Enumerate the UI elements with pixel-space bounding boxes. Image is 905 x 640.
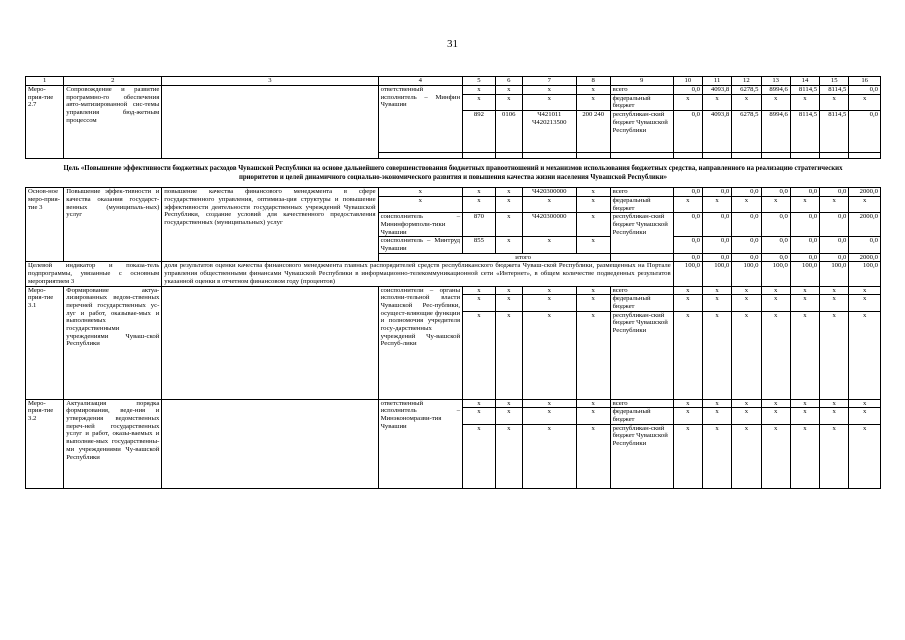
cell: x — [702, 399, 731, 408]
cell: 855 — [463, 237, 496, 253]
cell: x — [761, 408, 790, 424]
cell: 8114,5 — [820, 86, 849, 95]
cell: x — [522, 295, 576, 311]
cell: x — [576, 188, 610, 197]
column-number-row — [26, 77, 881, 86]
event-result — [162, 86, 378, 159]
cell: 0,0 — [820, 213, 849, 237]
cell: x — [790, 94, 819, 110]
table-row — [26, 399, 881, 408]
cell: x — [673, 311, 702, 399]
cell: 0106 — [495, 111, 522, 153]
cell: x — [576, 408, 610, 424]
cell: x — [522, 94, 576, 110]
cell: 0,0 — [673, 237, 702, 253]
cell: x — [761, 286, 790, 295]
cell: x — [463, 408, 496, 424]
cell: x — [702, 94, 731, 110]
column-number: 15 — [820, 77, 849, 86]
cell: 0,0 — [790, 237, 819, 253]
column-number: 16 — [849, 77, 881, 86]
cell: 100,0 — [761, 262, 790, 286]
goal-text: Цель «Повышение эффективности бюджетных расходов Чувашской Республики на основе дальнейшего совершенствования бюджетных правоотношений и механизмов использования бюджетных средства, направленного на реализацию стратегических приоритетов и целей динамичного социально-экономического развития и повышения качества жизни населения Чувашской Республики» — [26, 159, 881, 188]
cell: x — [820, 286, 849, 295]
cell: x — [702, 286, 731, 295]
cell: x — [761, 196, 790, 212]
cell: 0,0 — [732, 237, 761, 253]
cell: 0,0 — [702, 188, 731, 197]
event-title: Формирование актуа-лизированных ведом-ственных перечней государственных ус-луг и работ, оказывае-мых и выполняемых государственными учреждениями Чуваш-ской Республики — [64, 286, 162, 399]
cell: 8114,5 — [790, 86, 819, 95]
cell: 0,0 — [761, 253, 790, 262]
cell: x — [576, 286, 610, 295]
cell: x — [576, 213, 610, 237]
cell: x — [463, 311, 496, 399]
cell: x — [790, 196, 819, 212]
cell: федеральный бюджет — [610, 295, 673, 311]
cell: 0,0 — [732, 188, 761, 197]
cell: 0,0 — [849, 111, 881, 153]
cell: x — [463, 94, 496, 110]
column-number: 10 — [673, 77, 702, 86]
cell: x — [790, 286, 819, 295]
event-code: Меро-прия-тие 3.1 — [26, 286, 64, 399]
cell: 6278,5 — [732, 86, 761, 95]
cell: x — [761, 295, 790, 311]
cell: x — [761, 94, 790, 110]
cell: 0,0 — [673, 86, 702, 95]
cell: 0,0 — [820, 253, 849, 262]
cell: x — [576, 86, 610, 95]
cell: x — [702, 196, 731, 212]
cell: x — [849, 311, 881, 399]
cell: x — [495, 311, 522, 399]
cell: x — [761, 424, 790, 488]
cell: x — [576, 94, 610, 110]
event-code: Меро-прия-тие 2.7 — [26, 86, 64, 159]
cell: x — [790, 311, 819, 399]
column-number: 8 — [576, 77, 610, 86]
column-number: 4 — [378, 77, 462, 86]
cell: x — [378, 196, 462, 212]
cell: x — [463, 399, 496, 408]
cell: Ч421011 Ч420213500 — [522, 111, 576, 153]
cell: 0,0 — [702, 237, 731, 253]
cell: x — [576, 295, 610, 311]
column-number: 1 — [26, 77, 64, 86]
cell: 0,0 — [790, 188, 819, 197]
cell: x — [732, 295, 761, 311]
column-number: 6 — [495, 77, 522, 86]
cell: 8114,5 — [820, 111, 849, 153]
cell: 2000,0 — [849, 253, 881, 262]
cell: x — [732, 196, 761, 212]
cell: x — [673, 196, 702, 212]
cell: 0,0 — [761, 188, 790, 197]
cell: 0,0 — [790, 253, 819, 262]
cell: x — [673, 295, 702, 311]
cell: x — [820, 399, 849, 408]
cell: x — [820, 408, 849, 424]
cell: 0,0 — [790, 213, 819, 237]
event-code: Меро-прия-тие 3.2 — [26, 399, 64, 488]
cell: всего — [610, 188, 673, 197]
column-number: 7 — [522, 77, 576, 86]
cell: 2000,0 — [849, 213, 881, 237]
event-code: Основ-ное меро-прия-тие 3 — [26, 188, 64, 262]
event-executor: соисполнители – органы исполни-тельной власти Чувашской Рес-публики, осущест-вляющие функции и полномочия учредителя госу-дарственных учреждений Чу-вашской Респуб-лики — [378, 286, 462, 399]
cell: республикан-ский бюджет Чувашской Республики — [610, 424, 673, 488]
column-number: 11 — [702, 77, 731, 86]
cell: x — [790, 424, 819, 488]
cell: x — [495, 408, 522, 424]
cell: x — [463, 295, 496, 311]
cell: 2000,0 — [849, 188, 881, 197]
event-title: Повышение эффек-тивности и качества оказания государст-венных (муниципаль-ных) услуг — [64, 188, 162, 262]
cell: x — [790, 399, 819, 408]
cell: 0,0 — [673, 111, 702, 153]
event-executor: ответственный исполнитель – Минэкономразви-тия Чувашии — [378, 399, 462, 488]
cell: 0,0 — [732, 253, 761, 262]
cell: x — [702, 408, 731, 424]
cell: x — [673, 286, 702, 295]
cell: 4093,8 — [702, 86, 731, 95]
cell: всего — [610, 399, 673, 408]
cell: x — [495, 196, 522, 212]
cell: 870 — [463, 213, 496, 237]
cell: федеральный бюджет — [610, 94, 673, 110]
column-number: 14 — [790, 77, 819, 86]
cell: 0,0 — [761, 213, 790, 237]
cell: 6278,5 — [732, 111, 761, 153]
cell: x — [576, 196, 610, 212]
column-number: 13 — [761, 77, 790, 86]
cell: x — [761, 399, 790, 408]
cell: 100,0 — [673, 262, 702, 286]
cell: x — [522, 424, 576, 488]
cell: x — [673, 94, 702, 110]
cell: x — [576, 424, 610, 488]
cell: x — [732, 399, 761, 408]
cell: x — [495, 286, 522, 295]
cell: x — [849, 196, 881, 212]
cell: 100,0 — [702, 262, 731, 286]
cell: Ч420300000 — [522, 188, 576, 197]
page-number: 31 — [447, 38, 458, 50]
cell: x — [761, 311, 790, 399]
table-row — [26, 286, 881, 295]
cell: x — [849, 295, 881, 311]
cell: x — [522, 408, 576, 424]
event-title: Актуализация порядка формирования, веде-ния и утверждения ведомственных переч-ней государственных услуг и работ, оказы-ваемых и выполняе-мых государственны-ми учреждениями Чу-вашской Республики — [64, 399, 162, 488]
cell: x — [849, 94, 881, 110]
cell: x — [463, 86, 496, 95]
cell: x — [495, 237, 522, 253]
cell: x — [702, 295, 731, 311]
cell: x — [849, 408, 881, 424]
cell: x — [820, 94, 849, 110]
cell: x — [495, 295, 522, 311]
cell: 100,0 — [820, 262, 849, 286]
cell: x — [820, 311, 849, 399]
cell: 0,0 — [849, 237, 881, 253]
cell: 4093,8 — [702, 111, 731, 153]
cell: 0,0 — [702, 213, 731, 237]
cell: x — [732, 408, 761, 424]
cell: 0,0 — [673, 213, 702, 237]
cell: x — [673, 399, 702, 408]
cell: 0,0 — [761, 237, 790, 253]
indicator-label: Целевой индикатор и показа-тель подпрограммы, увязанные с основным мероприятием 3 — [26, 262, 162, 286]
cell: x — [495, 94, 522, 110]
cell: x — [820, 196, 849, 212]
cell: x — [522, 311, 576, 399]
cell: республикан-ский бюджет Чувашской Республики — [610, 311, 673, 399]
cell: 0,0 — [820, 188, 849, 197]
cell: x — [463, 196, 496, 212]
cell: x — [522, 196, 576, 212]
itogo-label: итого — [378, 253, 610, 262]
cell: x — [673, 424, 702, 488]
cell: x — [849, 424, 881, 488]
event-result — [162, 399, 378, 488]
column-number: 2 — [64, 77, 162, 86]
event-result — [162, 286, 378, 399]
cell: федеральный бюджет — [610, 408, 673, 424]
cell: x — [522, 286, 576, 295]
cell: 8114,5 — [790, 111, 819, 153]
cell: x — [732, 424, 761, 488]
cell: x — [820, 424, 849, 488]
cell: 100,0 — [732, 262, 761, 286]
cell: соисполнитель – Минтруд Чувашии — [378, 237, 462, 253]
cell: x — [495, 86, 522, 95]
cell: всего — [610, 86, 673, 95]
column-number: 12 — [732, 77, 761, 86]
cell: x — [463, 286, 496, 295]
cell: x — [576, 311, 610, 399]
cell: x — [849, 399, 881, 408]
cell: x — [576, 399, 610, 408]
cell: республикан-ский бюджет Чувашской Республики — [610, 111, 673, 153]
cell — [610, 253, 673, 262]
cell: 0,0 — [732, 213, 761, 237]
cell: федеральный бюджет — [610, 196, 673, 212]
cell: x — [495, 188, 522, 197]
cell: x — [702, 424, 731, 488]
event-result: повышение качества финансового менеджмента в сфере государственного управления, оптимиза-ция структуры и повышение эффективности деятельности государственных учреждений Чувашской Республики, создание условий для качественного предоставления государственных (муниципальных) услуг — [162, 188, 378, 262]
indicator-row — [26, 262, 881, 286]
cell: 0,0 — [702, 253, 731, 262]
cell: x — [732, 311, 761, 399]
cell: x — [673, 408, 702, 424]
cell: x — [732, 286, 761, 295]
cell: x — [522, 237, 576, 253]
cell: x — [732, 94, 761, 110]
cell: x — [820, 295, 849, 311]
budget-table — [25, 76, 881, 489]
cell: x — [463, 424, 496, 488]
cell: x — [378, 188, 462, 197]
cell: 8994,6 — [761, 86, 790, 95]
cell: x — [849, 286, 881, 295]
cell: 0,0 — [673, 253, 702, 262]
event-executor: ответственный исполнитель – Минфин Чувашии — [378, 86, 462, 153]
cell: x — [702, 311, 731, 399]
cell: 892 — [463, 111, 496, 153]
cell: Ч420300000 — [522, 213, 576, 237]
cell: x — [463, 188, 496, 197]
cell: x — [495, 424, 522, 488]
cell: x — [495, 213, 522, 237]
table-row — [26, 86, 881, 95]
cell: x — [790, 408, 819, 424]
cell: 200 240 — [576, 111, 610, 153]
cell: республикан-ский бюджет Чувашской Республики — [610, 213, 673, 254]
cell: x — [790, 295, 819, 311]
indicator-text: доля результатов оценки качества финансового менеджмента главных распорядителей средств республиканского бюджета Чуваш-ской Республики, размещенных на Портале управления общественными финансами Чувашской Республики в информационно-телекоммуникационной сети «Интернет», в общем количестве подведенных результатов указанной оценки в отчетном финансовом году (процентов) — [162, 262, 673, 286]
cell: 0,0 — [849, 86, 881, 95]
cell: 100,0 — [849, 262, 881, 286]
column-number: 5 — [463, 77, 496, 86]
cell: соисполнитель – Мининформполи-тики Чувашии — [378, 213, 462, 237]
column-number: 9 — [610, 77, 673, 86]
cell: x — [576, 237, 610, 253]
cell: x — [522, 399, 576, 408]
cell: x — [495, 399, 522, 408]
event-title: Сопровождение и развитие программно-го обеспечения авто-матизированной сис-темы управления бюд-жетным процессом — [64, 86, 162, 159]
cell: всего — [610, 286, 673, 295]
cell: x — [522, 86, 576, 95]
cell: 0,0 — [820, 237, 849, 253]
cell: 8994,6 — [761, 111, 790, 153]
cell: 0,0 — [673, 188, 702, 197]
goal-row — [26, 159, 881, 188]
table-row — [26, 188, 881, 197]
column-number: 3 — [162, 77, 378, 86]
cell: 100,0 — [790, 262, 819, 286]
